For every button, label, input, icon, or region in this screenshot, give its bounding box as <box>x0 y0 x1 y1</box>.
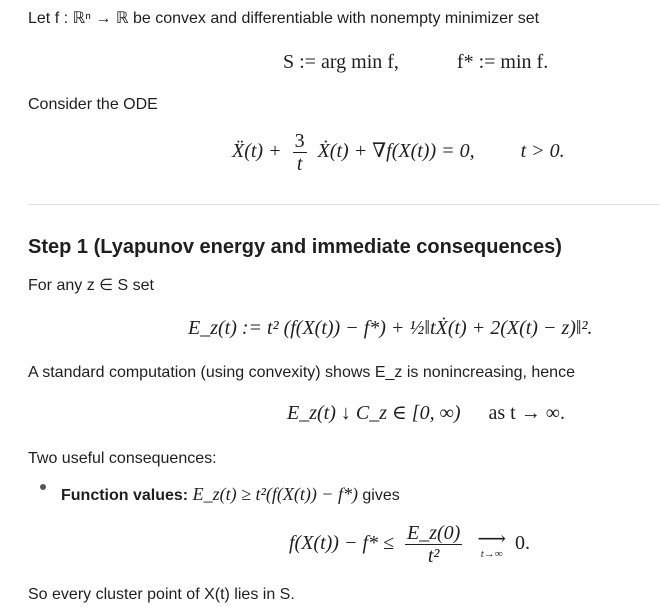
for-any-text: For any z ∈ S set <box>28 277 154 294</box>
fstar-definition: f* := min f. <box>456 51 549 73</box>
bullet-dot <box>40 484 46 490</box>
ode-fraction <box>293 130 307 175</box>
bullet-tail: gives <box>362 487 400 504</box>
ode-equation <box>232 130 565 175</box>
bound-left: f(X(t)) − f* ≤ <box>289 532 394 555</box>
energy-equation: E_z(t) := t² (f(X(t)) − f*) + ½‖tẊ(t) + 2(X(t) − z)‖². <box>188 317 593 339</box>
conclusion-text: So every cluster point of X(t) lies in S. <box>28 586 295 603</box>
limit-arrow: ⟶ t→∞ <box>477 527 506 560</box>
bullet-item-function-values <box>61 482 400 506</box>
bound-fraction <box>405 522 462 567</box>
ode-right: Ẋ(t) + ∇f(X(t)) = 0, <box>317 140 475 163</box>
ode-left: Ẍ(t) + <box>232 140 282 163</box>
bound-denominator: t² <box>427 545 440 567</box>
limit-condition: as t → ∞. <box>488 402 565 424</box>
bound-equation <box>289 522 530 567</box>
bound-numerator: E_z(0) <box>407 522 461 544</box>
ode-condition: t > 0. <box>520 140 565 163</box>
set-definition: S := arg min f, <box>283 51 399 73</box>
bullet-math: E_z(t) ≥ t²(f(X(t)) − f*) <box>192 484 358 504</box>
ode-denominator: t <box>296 153 303 175</box>
ode-numerator: 3 <box>294 130 305 152</box>
consider-text: Consider the ODE <box>28 96 158 113</box>
intro-text: Let f : ℝⁿ → ℝ be convex and differentiable with nonempty minimizer set <box>28 10 540 27</box>
argmin-equation <box>283 50 548 74</box>
standard-computation-text: A standard computation (using convexity) shows E_z is nonincreasing, hence <box>28 364 575 381</box>
limit-expression: E_z(t) ↓ C_z ∈ [0, ∞) <box>287 402 461 424</box>
section-divider <box>28 204 660 205</box>
arrow-subscript: t→∞ <box>480 547 503 560</box>
bullet-label: Function values: <box>61 487 189 504</box>
limit-equation <box>287 401 565 425</box>
bound-right: 0. <box>515 532 530 555</box>
two-useful-text: Two useful consequences: <box>28 450 217 467</box>
step1-heading: Step 1 (Lyapunov energy and immediate consequences) <box>28 236 562 258</box>
